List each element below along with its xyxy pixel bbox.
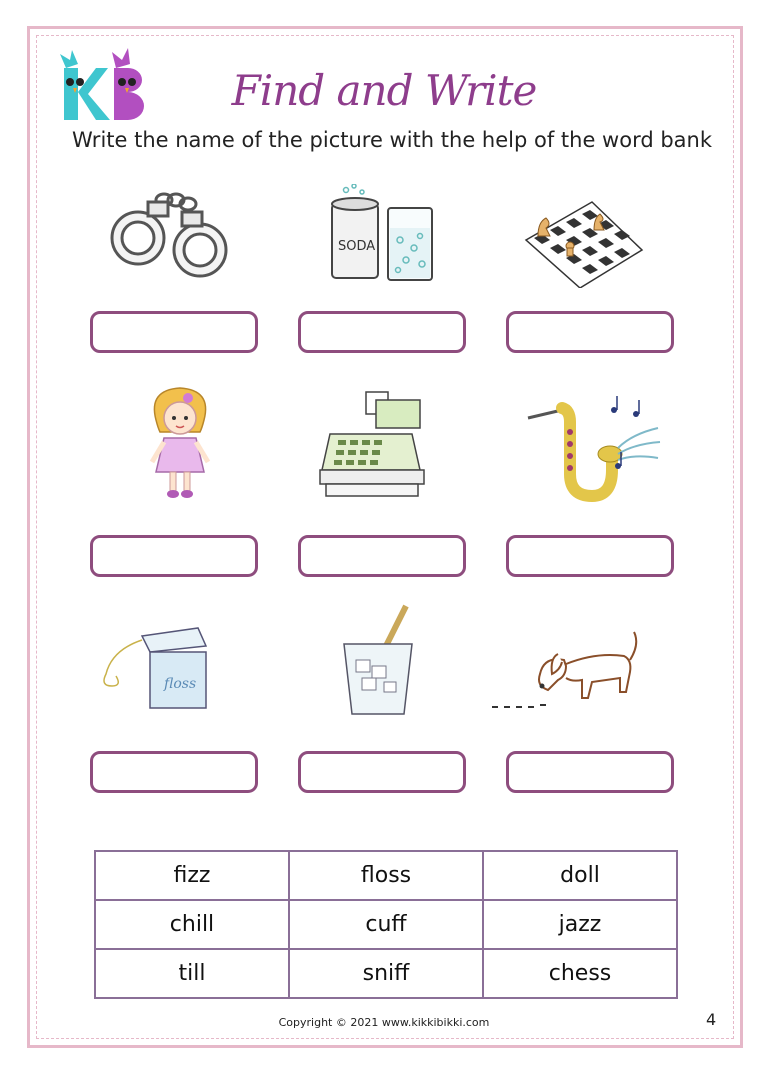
handcuffs-icon: [108, 188, 230, 282]
cash-register-till-icon: [316, 390, 428, 500]
word-bank-row: [95, 900, 677, 949]
iced-drink-chill-icon: [338, 604, 418, 718]
word-bank-cell: sniff: [289, 949, 483, 998]
word-bank-cell: chill: [95, 900, 289, 949]
word-bank-cell: doll: [483, 851, 677, 900]
word-bank-cell: cuff: [289, 900, 483, 949]
word-bank-row: [95, 949, 677, 998]
chess-icon: [522, 196, 644, 288]
svg-text:floss: floss: [164, 676, 197, 692]
word-bank-table: [94, 850, 678, 999]
instructions: Write the name of the picture with the help of the word bank: [71, 128, 713, 152]
answer-box-3[interactable]: [506, 311, 674, 353]
word-bank-cell: floss: [289, 851, 483, 900]
answer-box-8[interactable]: [298, 751, 466, 793]
copyright-text: Copyright © 2021 www.kikkibikki.com: [278, 1016, 490, 1029]
soda-fizz-icon: [326, 184, 438, 284]
word-bank-cell: chess: [483, 949, 677, 998]
word-bank-cell: jazz: [483, 900, 677, 949]
answer-box-6[interactable]: [506, 535, 674, 577]
saxophone-jazz-icon: [522, 392, 662, 504]
answer-box-7[interactable]: [90, 751, 258, 793]
floss-icon: [98, 622, 214, 712]
answer-box-5[interactable]: [298, 535, 466, 577]
page-title: Find and Write: [231, 66, 537, 115]
svg-text:SODA: SODA: [338, 239, 376, 254]
answer-box-2[interactable]: [298, 311, 466, 353]
word-bank-cell: till: [95, 949, 289, 998]
doll-icon: [144, 384, 216, 502]
word-bank-cell: fizz: [95, 851, 289, 900]
answer-box-1[interactable]: [90, 311, 258, 353]
answer-box-9[interactable]: [506, 751, 674, 793]
answer-box-4[interactable]: [90, 535, 258, 577]
page-number: 4: [706, 1010, 717, 1029]
word-bank-row: [95, 851, 677, 900]
dog-sniff-icon: [490, 624, 650, 714]
